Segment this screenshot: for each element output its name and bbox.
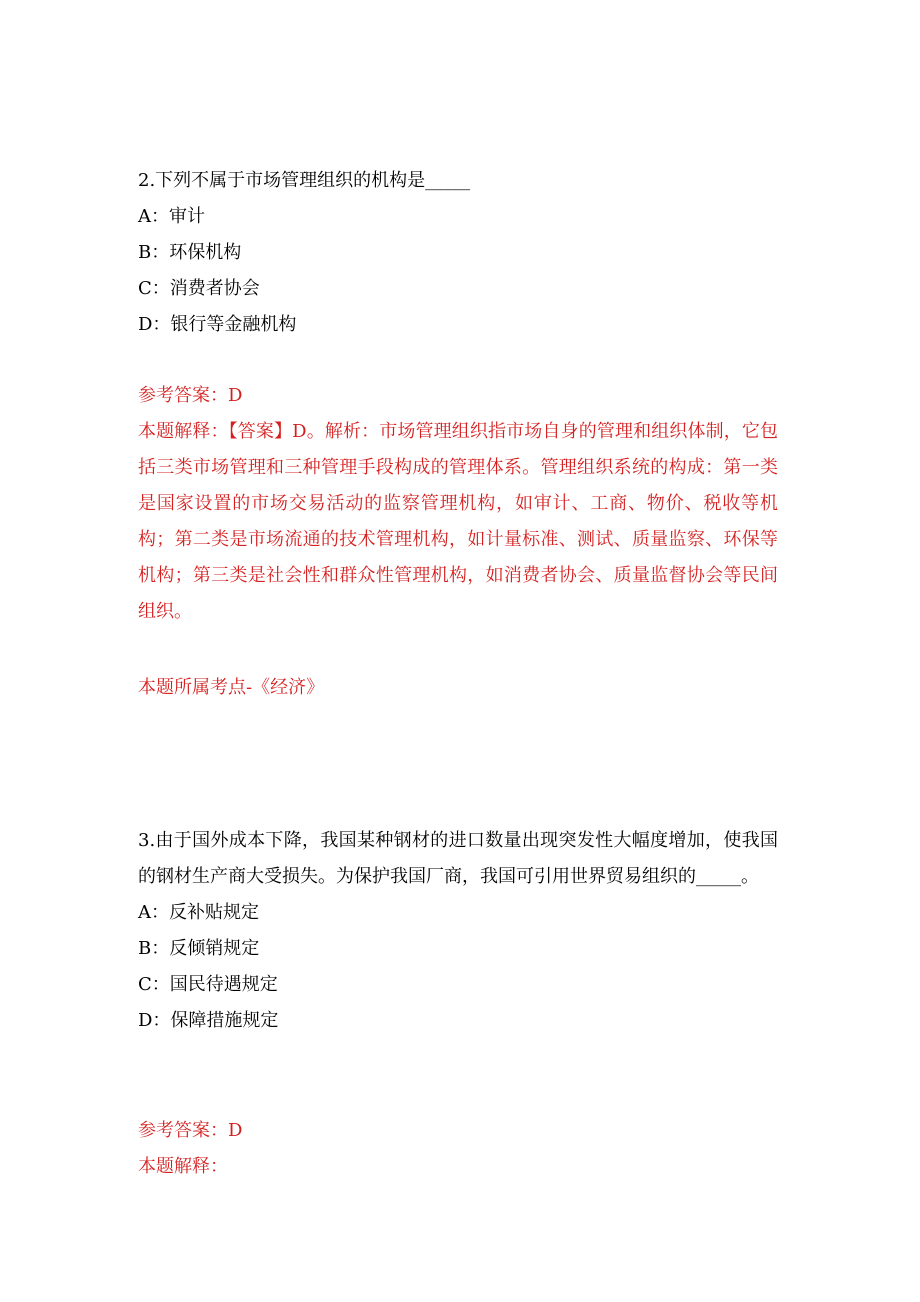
question-2-answer-block xyxy=(138,378,778,630)
question-3-option-b: B：反倾销规定 xyxy=(138,938,260,959)
question-3-answer: 参考答案：D xyxy=(138,1120,243,1141)
question-2-topic: 本题所属考点-《经济》 xyxy=(138,677,325,698)
question-3-explanation: 本题解释： xyxy=(138,1156,228,1177)
question-3-text: 3.由于国外成本下降，我国某种钢材的进口数量出现突发性大幅度增加，使我国的钢材生产商大受损失。为保护我国厂商，我国可引用世界贸易组织的_____。 xyxy=(138,830,778,887)
question-2 xyxy=(138,163,778,343)
question-3-answer-block xyxy=(138,1113,778,1185)
question-3-option-c: C：国民待遇规定 xyxy=(138,974,278,995)
question-2-option-c: C：消费者协会 xyxy=(138,278,260,299)
question-2-text: 2.下列不属于市场管理组织的机构是_____ xyxy=(138,170,471,191)
question-2-option-d: D：银行等金融机构 xyxy=(138,314,297,335)
question-3-option-a: A：反补贴规定 xyxy=(138,902,259,923)
question-2-option-b: B：环保机构 xyxy=(138,242,242,263)
question-2-option-a: A：审计 xyxy=(138,206,205,227)
question-3-option-d: D：保障措施规定 xyxy=(138,1010,279,1031)
question-2-answer: 参考答案：D xyxy=(138,385,243,406)
question-2-topic-block xyxy=(138,670,778,706)
question-2-explanation: 本题解释：【答案】D。解析：市场管理组织指市场自身的管理和组织体制，它包括三类市场管理和三种管理手段构成的管理体系。管理组织系统的构成：第一类是国家设置的市场交易活动的监察管理机构，如审计、工商、物价、税收等机构；第二类是市场流通的技术管理机构，如计量标准、测试、质量监察、环保等机构；第三类是社会性和群众性管理机构，如消费者协会、质量监督协会等民间组织。 xyxy=(138,421,778,622)
question-3 xyxy=(138,823,778,1039)
